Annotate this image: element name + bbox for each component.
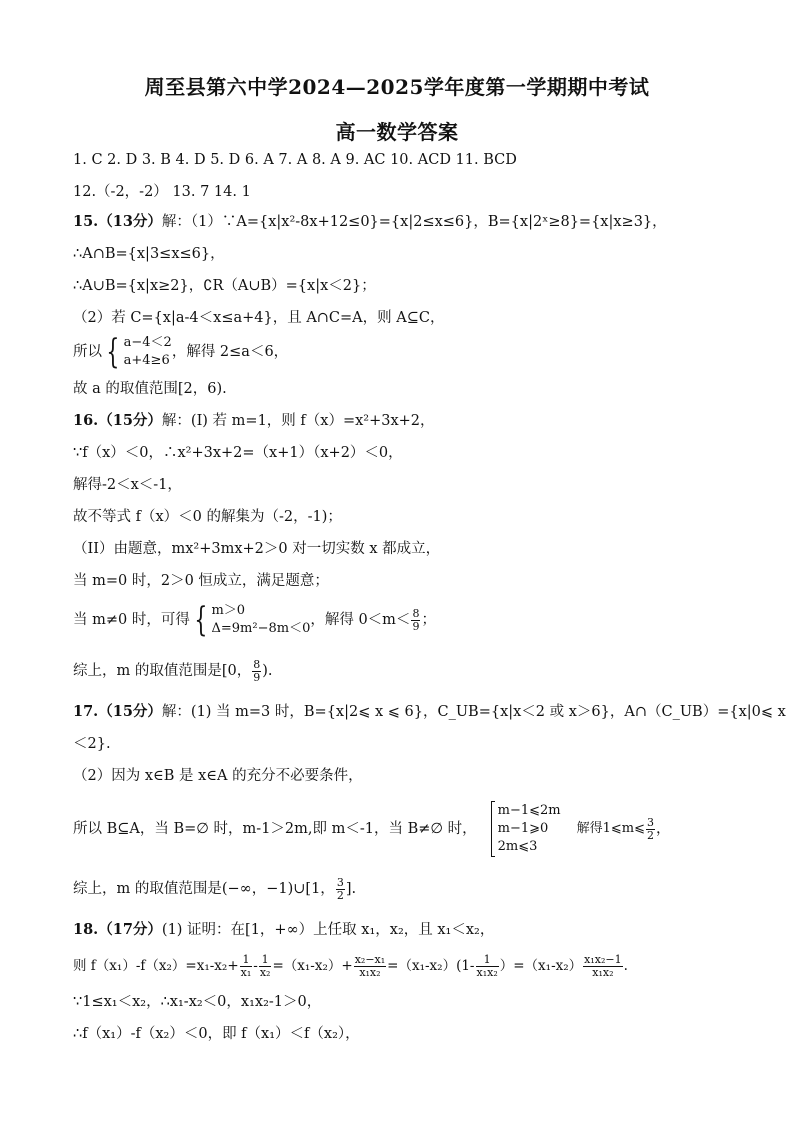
- q18-line-1: [73, 921, 494, 939]
- q17-line-1: [73, 703, 786, 721]
- q16-frac2-den: 9: [253, 670, 261, 684]
- q15-text-1: 解：（1）∵A={x|x²-8x+12≤0}={x|2≤x≤6}，B={x|2ˣ≥8}={x|x≥3}，: [161, 214, 667, 230]
- q18-text-1: (1) 证明：在[1，+∞）上任取 x₁，x₂，且 x₁＜x₂，: [161, 922, 495, 938]
- q18-line-2: 则 f（x₁）-f（x₂）=x₁-x₂+ $\frac{1}{\text{x₁}}$ - $\frac{1}{\text{x₂}}$ =（x₁-x₂）+ $\frac{\text{x₂−x₁}}{\text{x₁x₂}}$ =（x₁-x₂）(1- $\frac{1}{\text{x₁x₂}}$ ）=（x₁-x₂） $\frac{\text{x₁x₂−1}}{\text{x₁x₂}}$ .: [73, 952, 628, 979]
- q16-text-1: 解：(I) 若 m=1，则 f（x）=x²+3x+2，: [161, 413, 435, 429]
- q16-line-3: 解得-2＜x＜-1，: [73, 477, 182, 493]
- q18-frac2-den: x₂: [259, 965, 271, 979]
- q18-frac-2: [259, 954, 272, 979]
- q18-frac-1: [240, 954, 253, 979]
- q16-frac-den: 9: [412, 619, 420, 633]
- q15-text-5-post: ，解得 2≤a＜6，: [171, 344, 289, 360]
- q18-text-2d: ）=（x₁-x₂）: [499, 958, 583, 974]
- q18-text-2e: .: [623, 958, 628, 974]
- q18-frac3-num: x₂−x₁: [354, 952, 386, 966]
- q15-line-4: （2）若 C={x|a-4＜x≤a+4}，且 A∩C=A，则 A⊆C，: [73, 310, 445, 326]
- q16-line-5: （II）由题意，mx²+3mx+2＞0 对一切实数 x 都成立，: [73, 541, 441, 557]
- q17-line-3: （2）因为 x∈B 是 x∈A 的充分不必要条件，: [73, 768, 363, 784]
- answers-line-2: 12.（-2，-2） 13. 7 14. 1: [73, 184, 251, 200]
- q16-text-8-pre: 综上，m 的取值范围是[0，: [73, 663, 252, 679]
- q18-frac3-den: x₁x₂: [359, 965, 381, 979]
- q16-inequality-system: { m＞0 Δ=9m²−8m＜0: [194, 600, 311, 640]
- q18-frac1-den: x₁: [240, 965, 252, 979]
- q18-frac5-num: x₁x₂−1: [584, 952, 622, 966]
- q16-frac2-num: 8: [253, 657, 261, 671]
- q16-fraction: [411, 608, 420, 633]
- q18-frac-3: [354, 954, 386, 979]
- q15-line-5: [73, 332, 288, 372]
- page-subtitle: 高一数学答案: [335, 120, 459, 144]
- q16-line-4: 故不等式 f（x）＜0 的解集为（-2，-1)；: [73, 509, 342, 525]
- q17-fraction-2: [336, 877, 345, 902]
- q17-line-5: [73, 872, 356, 906]
- q16-line-6: 当 m=0 时，2＞0 恒成立，满足题意；: [73, 573, 329, 589]
- q17-text-4-pre: 所以 B⊆A，当 B=∅ 时，m-1＞2m,即 m＜-1，当 B≠∅ 时，: [73, 821, 477, 837]
- q18-line-4: ∴f（x₁）-f（x₂）＜0，即 f（x₁）＜f（x₂），: [73, 1026, 360, 1042]
- q16-line-1: [73, 412, 435, 430]
- q17-inequality-system: [491, 801, 561, 857]
- q18-frac-4: [476, 954, 499, 979]
- q18-line-3: ∵1≤x₁＜x₂，∴x₁-x₂＜0，x₁x₂-1＞0，: [73, 994, 322, 1010]
- q15-sys-row-2: a+4≥6: [123, 353, 170, 368]
- q16-line-7: [73, 598, 436, 642]
- q18-frac4-den: x₁x₂: [476, 965, 498, 979]
- q17-line-2: ＜2}.: [73, 736, 111, 752]
- q15-heading: 15.（13分）: [73, 213, 162, 230]
- q17-sys-row-1: m−1⩽2m: [497, 803, 561, 818]
- q17-frac2-num: 3: [336, 875, 344, 889]
- q18-frac2-num: 1: [259, 954, 272, 967]
- q16-frac-num: 8: [412, 606, 420, 620]
- q15-inequality-system: { a−4＜2 a+4≥6: [106, 332, 172, 372]
- q16-sys-row-1: m＞0: [211, 603, 246, 618]
- q16-text-7-post: ；: [421, 612, 436, 628]
- q16-line-2: ∵f（x）＜0，∴x²+3x+2=（x+1）（x+2）＜0，: [73, 445, 403, 461]
- q18-text-2a: 则 f（x₁）-f（x₂）=x₁-x₂+: [73, 958, 239, 974]
- q17-sys-row-3: 2m⩽3: [497, 839, 538, 854]
- q18-frac-5: [583, 954, 622, 979]
- q15-line-6: 故 a 的取值范围[2，6).: [73, 381, 227, 397]
- q15-text-5-pre: 所以: [73, 344, 102, 360]
- q16-text-7-mid: ，解得 0＜m＜: [310, 612, 411, 628]
- q16-text-7-pre: 当 m≠0 时，可得: [73, 612, 190, 628]
- q16-line-8: [73, 654, 273, 688]
- q17-sys-row-2: m−1⩾0: [497, 821, 549, 836]
- q17-text-4-post: ，: [656, 821, 671, 837]
- q15-sys-row-1: a−4＜2: [123, 335, 172, 350]
- q17-text-4-mid: 解得1⩽m⩽: [576, 821, 646, 836]
- page-title: 周至县第六中学2024—2025学年度第一学期期中考试: [144, 75, 650, 99]
- q15-line-1: [73, 213, 667, 231]
- q17-frac-den: 2: [647, 828, 655, 842]
- q16-heading: 16.（15分）: [73, 412, 162, 429]
- q15-line-3: ∴A∪B={x|x≥2}，∁R（A∪B）={x|x＜2}；: [73, 278, 376, 294]
- q18-text-2c: =（x₁-x₂）(1-: [387, 958, 475, 974]
- q17-fraction: [646, 817, 655, 842]
- q17-line-4: [73, 797, 671, 861]
- q18-frac1-num: 1: [240, 954, 253, 967]
- q17-text-5-post: ].: [345, 881, 357, 897]
- q17-text-1: 解：(1) 当 m=3 时，B={x|2⩽ x ⩽ 6}，C_UB={x|x＜2 或 x＞6}，A∩（C_UB）={x|0⩽ x: [161, 704, 786, 720]
- q16-fraction-2: [252, 659, 261, 684]
- q18-frac5-den: x₁x₂: [592, 965, 614, 979]
- q18-heading: 18.（17分）: [73, 921, 162, 938]
- q18-text-2b: =（x₁-x₂）+: [272, 958, 353, 974]
- q15-line-2: ∴A∩B={x|3≤x≤6}，: [73, 246, 225, 262]
- q16-sys-row-2: Δ=9m²−8m＜0: [211, 621, 311, 636]
- q17-heading: 17.（15分）: [73, 703, 162, 720]
- q17-frac2-den: 2: [336, 888, 344, 902]
- answers-line-1: 1. C 2. D 3. B 4. D 5. D 6. A 7. A 8. A 9. AC 10. ACD 11. BCD: [73, 152, 517, 168]
- q17-text-5-pre: 综上，m 的取值范围是(−∞，−1)∪[1，: [73, 881, 335, 897]
- q17-frac-num: 3: [647, 815, 655, 829]
- q16-text-8-post: ).: [262, 663, 273, 679]
- q18-frac4-num: 1: [476, 954, 499, 967]
